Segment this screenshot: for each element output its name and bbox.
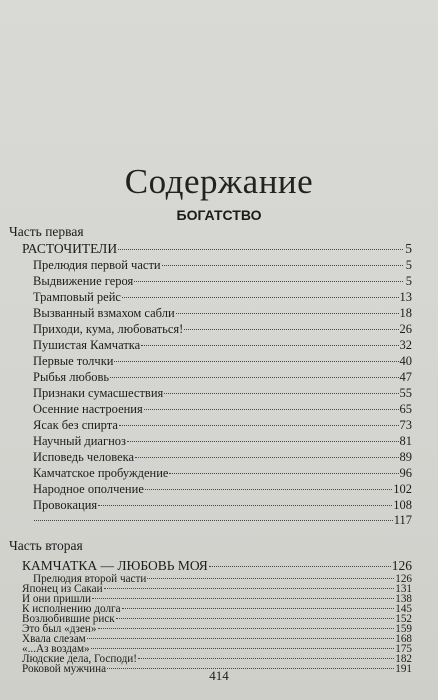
entry-page: 102 [393, 482, 412, 496]
leader-dots [162, 265, 403, 266]
entry-page: 47 [399, 370, 412, 384]
toc-entry[interactable] [33, 274, 412, 289]
leader-dots [114, 361, 398, 362]
toc-entry[interactable] [33, 258, 412, 273]
entry-title: Возлюбившие риск [22, 613, 115, 625]
leader-dots [119, 425, 399, 426]
entry-title: Приходи, кума, любоваться! [33, 322, 184, 336]
leader-dots [92, 598, 394, 599]
toc-section-part1[interactable] [22, 240, 412, 257]
leader-dots [34, 520, 393, 521]
section-title: КАМЧАТКА — ЛЮБОВЬ МОЯ [22, 558, 208, 573]
entry-title: Признаки сумасшествия [33, 386, 164, 400]
leader-dots [134, 281, 403, 282]
leader-dots [138, 658, 394, 659]
leader-dots [176, 313, 399, 314]
entry-title: Выдвижение героя [33, 274, 134, 288]
entry-page: 117 [393, 513, 412, 527]
entry-title: Прелюдия второй части [33, 573, 147, 585]
leader-dots [184, 329, 398, 330]
entry-title: Пушистая Камчатка [33, 338, 141, 352]
toc-entry[interactable] [33, 354, 412, 369]
toc-entry[interactable] [33, 466, 412, 481]
book-section-heading: БОГАТСТВО [176, 207, 262, 223]
entry-page: 65 [399, 402, 412, 416]
leader-dots [98, 505, 392, 506]
entry-page: 175 [395, 643, 412, 655]
toc-entry[interactable] [33, 322, 412, 337]
leader-dots [144, 409, 399, 410]
entry-page: 13 [399, 290, 412, 304]
entry-page: 5 [405, 274, 412, 288]
entry-title: «...Аз воздам» [22, 643, 90, 655]
entry-title: Ясак без спирта [33, 418, 118, 432]
entry-page: 159 [395, 623, 412, 635]
toc-entry[interactable] [33, 370, 412, 385]
entry-page: 191 [395, 663, 412, 675]
toc-entry[interactable] [33, 306, 412, 321]
toc-entry[interactable] [33, 402, 412, 417]
toc-entry[interactable] [33, 290, 412, 305]
entry-title: Народное ополчение [33, 482, 144, 496]
entry-page: 55 [399, 386, 412, 400]
entry-page: 26 [399, 322, 412, 336]
entry-page: 40 [399, 354, 412, 368]
entry-page: 73 [399, 418, 412, 432]
entry-title: И они пришли [22, 593, 91, 605]
toc-entry[interactable] [33, 434, 412, 449]
entry-page: 126 [395, 573, 412, 585]
leader-dots [147, 578, 394, 579]
toc-entry[interactable] [33, 338, 412, 353]
leader-dots [209, 566, 391, 567]
entry-page: 18 [399, 306, 412, 320]
entry-page: 145 [395, 603, 412, 615]
entry-page: 168 [395, 633, 412, 645]
page-number: 414 [209, 668, 229, 683]
entry-page: 89 [399, 450, 412, 464]
section-title: РАСТОЧИТЕЛИ [22, 241, 118, 256]
entry-title: Камчатское пробуждение [33, 466, 169, 480]
leader-dots [110, 377, 398, 378]
entry-title: Хвала слезам [22, 633, 86, 645]
leader-dots [127, 441, 399, 442]
toc-section-part2[interactable] [22, 557, 412, 574]
entry-title: Рыбья любовь [33, 370, 110, 384]
toc-entry[interactable] [33, 482, 412, 497]
toc-entry[interactable] [33, 450, 412, 465]
leader-dots [116, 618, 394, 619]
entry-page: 96 [399, 466, 412, 480]
toc-entry[interactable] [33, 513, 412, 528]
leader-dots [122, 297, 399, 298]
leader-dots [122, 608, 395, 609]
leader-dots [91, 648, 395, 649]
entry-title: Роковой мужчина [22, 663, 107, 675]
leader-dots [145, 489, 392, 490]
toc-entry[interactable] [33, 498, 412, 513]
toc-entry[interactable] [33, 418, 412, 433]
entry-page: 5 [405, 258, 412, 272]
entry-title: Вызванный взмахом сабли [33, 306, 175, 320]
leader-dots [141, 345, 398, 346]
entry-page: 182 [395, 653, 412, 665]
entry-title: Провокация [33, 498, 98, 512]
leader-dots [98, 628, 395, 629]
leader-dots [104, 588, 395, 589]
entry-title: Прелюдия первой части [33, 258, 161, 272]
section-page: 5 [405, 241, 412, 256]
entry-title: Исповедь человека [33, 450, 135, 464]
entry-title: Научный диагноз [33, 434, 126, 448]
leader-dots [87, 638, 394, 639]
entry-page: 108 [393, 498, 412, 512]
part-one-label: Часть первая [9, 224, 84, 239]
entry-title: Это был «дзен» [22, 623, 97, 635]
entry-page: 152 [395, 613, 412, 625]
leader-dots [169, 473, 398, 474]
entry-page: 138 [395, 593, 412, 605]
entry-title: Осенние настроения [33, 402, 143, 416]
section-page: 126 [391, 558, 412, 573]
entry-page: 32 [399, 338, 412, 352]
entry-title: Японец из Сакаи [22, 583, 103, 595]
leader-dots [164, 393, 398, 394]
entry-title: Трамповый рейс [33, 290, 121, 304]
entry-title: К исполнению долга [22, 603, 121, 615]
leader-dots [135, 457, 398, 458]
entry-title: Людские дела, Господи! [22, 653, 138, 665]
part-two-label: Часть вторая [9, 538, 83, 553]
entry-page: 131 [395, 583, 412, 595]
leader-dots [118, 249, 403, 250]
toc-entry[interactable] [33, 386, 412, 401]
entry-title: Первые толчки [33, 354, 114, 368]
contents-title: Содержание [124, 162, 314, 201]
entry-page: 81 [399, 434, 412, 448]
